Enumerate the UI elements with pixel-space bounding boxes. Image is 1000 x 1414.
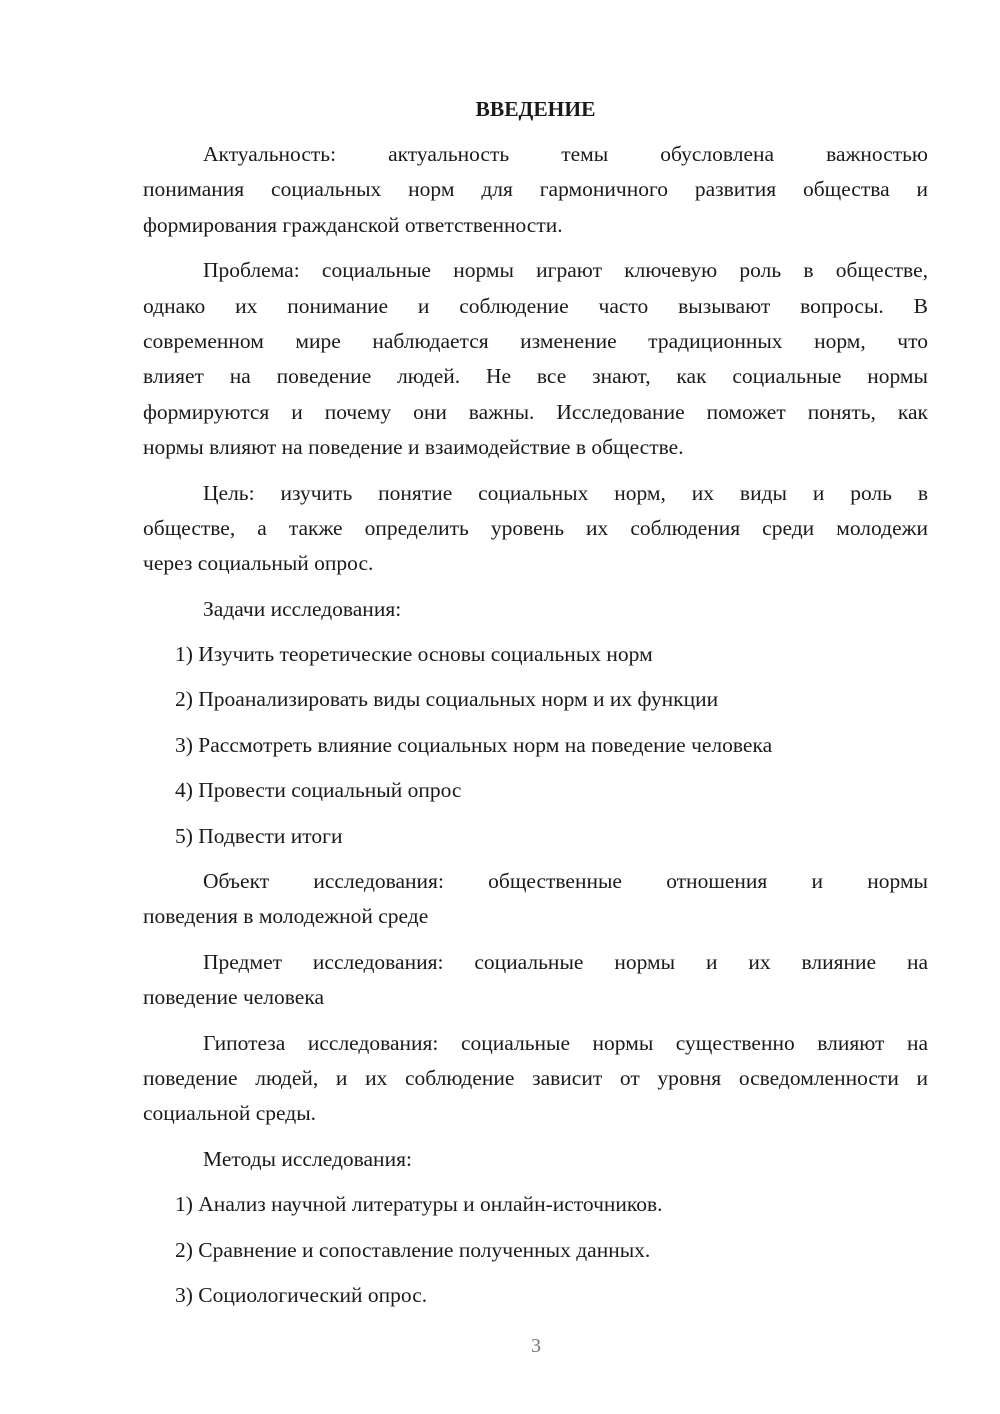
paragraph-line: поведение человека	[143, 985, 325, 1010]
paragraph-line: Задачи исследования:	[203, 596, 402, 621]
paragraph-line: социальной среды.	[143, 1101, 317, 1126]
paragraph	[143, 864, 928, 935]
paragraph-line: однако их понимание и соблюдение часто вызывают вопросы. В	[143, 293, 928, 318]
document-body	[143, 137, 928, 1313]
page-title: ВВЕДЕНИЕ	[475, 97, 596, 121]
paragraph-line: Актуальность: актуальность темы обусловлена важностью	[203, 142, 928, 166]
paragraph-line: влияет на поведение людей. Не все знают, как социальные нормы	[143, 364, 928, 389]
paragraph	[143, 137, 928, 243]
document-page	[143, 92, 928, 1313]
page-number: 3	[531, 1335, 541, 1357]
paragraph-line: поведения в молодежной среде	[143, 904, 429, 929]
list-item: 1) Изучить теоретические основы социальных норм	[175, 642, 653, 667]
paragraph	[143, 1026, 928, 1132]
list-item: 2) Сравнение и сопоставление полученных данных.	[175, 1237, 651, 1262]
paragraph-line: Проблема: социальные нормы играют ключевую роль в обществе,	[203, 258, 928, 283]
paragraph-line: формируются и почему они важны. Исследование поможет понять, как	[143, 399, 928, 424]
paragraph-line: нормы влияют на поведение и взаимодействие в обществе.	[143, 435, 684, 460]
paragraph-line: через социальный опрос.	[143, 551, 374, 576]
paragraph	[143, 592, 928, 627]
list-item: 3) Социологический опрос.	[175, 1282, 428, 1307]
paragraph-line: понимания социальных норм для гармоничного развития общества и	[143, 177, 928, 202]
paragraph-line: поведение людей, и их соблюдение зависит от уровня осведомленности и	[143, 1065, 928, 1090]
paragraph-line: Объект исследования: общественные отношения и нормы	[203, 869, 928, 894]
paragraph-line: Предмет исследования: социальные нормы и их влияние на	[203, 949, 928, 974]
list-item: 2) Проанализировать виды социальных норм и их функции	[175, 687, 719, 712]
list-item: 5) Подвести итоги	[175, 823, 343, 848]
paragraph-line: формирования гражданской ответственности.	[143, 212, 563, 237]
paragraph-line: Методы исследования:	[203, 1146, 412, 1171]
paragraph-line: современном мире наблюдается изменение традиционных норм, что	[143, 328, 928, 353]
paragraph	[143, 253, 928, 465]
paragraph-line: Гипотеза исследования: социальные нормы существенно влияют на	[203, 1030, 928, 1055]
paragraph	[143, 945, 928, 1016]
paragraph-line: обществе, а также определить уровень их соблюдения среди молодежи	[143, 515, 928, 540]
paragraph	[143, 476, 928, 582]
list-item: 3) Рассмотреть влияние социальных норм на поведение человека	[175, 732, 773, 757]
paragraph-line: Цель: изучить понятие социальных норм, их виды и роль в	[203, 480, 928, 505]
list-item: 4) Провести социальный опрос	[175, 778, 462, 803]
list-item: 1) Анализ научной литературы и онлайн-источников.	[175, 1192, 663, 1217]
paragraph	[143, 1142, 928, 1177]
